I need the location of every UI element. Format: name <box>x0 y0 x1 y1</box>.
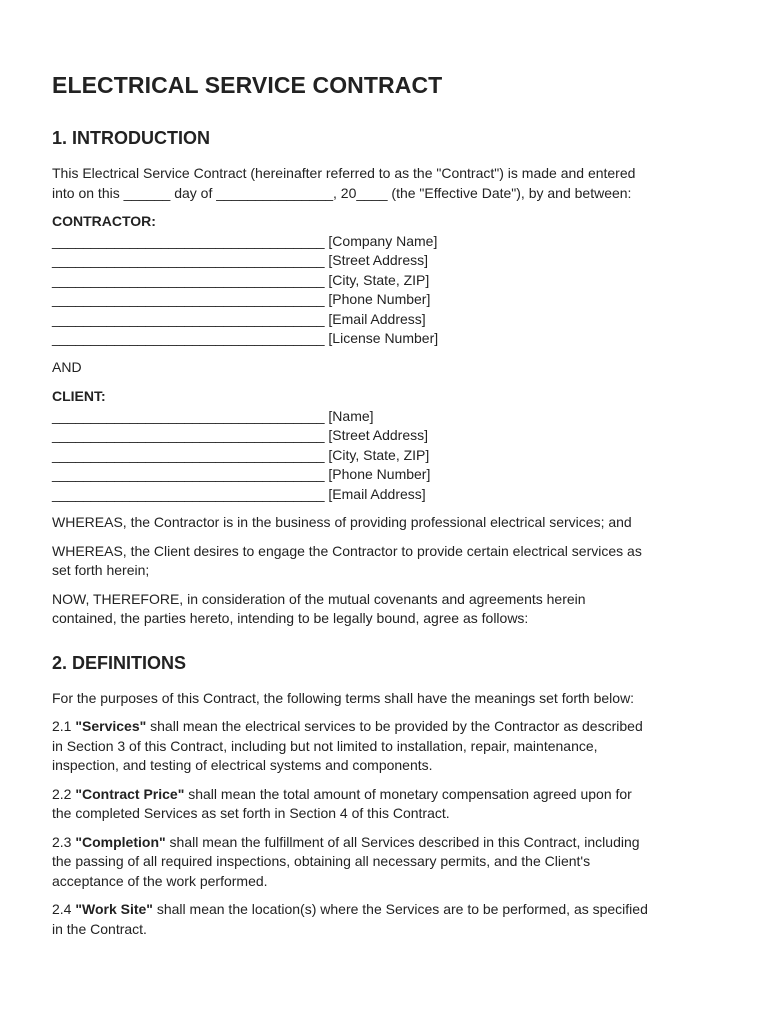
document-title: ELECTRICAL SERVICE CONTRACT <box>52 72 443 98</box>
definition-text: shall mean the total amount of monetary compensation agreed upon for <box>184 785 632 802</box>
opening-line: into on this ______ day of _______________, 20____ (the "Effective Date"), by and between: <box>52 184 632 201</box>
whereas-line: set forth herein; <box>52 562 150 578</box>
definition-text: shall mean the electrical services to be provided by the Contractor as described <box>146 718 643 734</box>
contractor-email-address-field: ___________________________________ [Email Address] <box>52 310 426 327</box>
contractor-phone-number-field: ___________________________________ [Phone Number] <box>52 291 431 307</box>
client-street-address-field: ___________________________________ [Street Address] <box>52 427 429 443</box>
contractor-company-name-field: ___________________________________ [Company Name] <box>52 232 438 249</box>
definition-term: "Completion" <box>75 833 166 850</box>
contractor-license-number-field: ___________________________________ [License Number] <box>52 330 439 346</box>
section-heading-introduction: 1. INTRODUCTION <box>52 128 211 148</box>
definition-term: "Contract Price" <box>75 785 185 802</box>
definition-line <box>52 900 718 920</box>
definition-work-site <box>52 900 718 939</box>
definition-line: acceptance of the work performed. <box>52 872 268 889</box>
whereas-clause-1: WHEREAS, the Contractor is in the business of providing professional electrical services; and <box>52 514 632 530</box>
definition-line <box>52 785 718 805</box>
definition-line <box>52 833 718 853</box>
definition-term: "Services" <box>75 718 147 734</box>
client-label: CLIENT: <box>52 388 106 404</box>
definition-line: inspection, and testing of electrical systems and components. <box>52 757 433 773</box>
definition-text: shall mean the location(s) where the Services are to be performed, as specified <box>152 901 648 917</box>
whereas-clause-2 <box>52 542 718 581</box>
definition-number: 2.3 <box>52 833 76 850</box>
client-email-address-field: ___________________________________ [Email Address] <box>52 485 426 502</box>
definitions-intro: For the purposes of this Contract, the following terms shall have the meanings set forth below: <box>52 689 635 706</box>
section-heading-definitions: 2. DEFINITIONS <box>52 652 187 673</box>
definition-term: "Work Site" <box>75 901 153 917</box>
opening-paragraph <box>52 164 718 203</box>
client-city-state-zip-field: ___________________________________ [City, State, ZIP] <box>52 446 430 463</box>
and-separator: AND <box>52 358 82 375</box>
contractor-label: CONTRACTOR: <box>52 213 156 229</box>
definition-contract-price <box>52 785 718 824</box>
definition-line: the completed Services as set forth in Section 4 of this Contract. <box>52 805 450 821</box>
now-therefore-clause <box>52 590 718 629</box>
definition-text: shall mean the fulfillment of all Services described in this Contract, including <box>165 833 640 850</box>
whereas-line: WHEREAS, the Client desires to engage the Contractor to provide certain electrical services as <box>52 542 642 559</box>
client-phone-number-field: ___________________________________ [Phone Number] <box>52 466 431 482</box>
contractor-city-state-zip-field: ___________________________________ [City, State, ZIP] <box>52 271 430 288</box>
now-therefore-line: NOW, THEREFORE, in consideration of the mutual covenants and agreements herein <box>52 590 586 607</box>
contractor-street-address-field: ___________________________________ [Street Address] <box>52 252 429 268</box>
definition-services <box>52 717 718 776</box>
contractor-fields <box>52 232 718 349</box>
definition-line: in the Contract. <box>52 920 147 937</box>
client-fields <box>52 407 718 505</box>
definition-line: in Section 3 of this Contract, including but not limited to installation, repair, maintenance, <box>52 737 598 754</box>
client-name-field: ___________________________________ [Name] <box>52 407 374 424</box>
now-therefore-line: contained, the parties hereto, intending to be legally bound, agree as follows: <box>52 610 529 626</box>
definition-number: 2.1 <box>52 718 76 734</box>
definition-number: 2.4 <box>52 901 76 917</box>
opening-line: This Electrical Service Contract (hereinafter referred to as the "Contract") is made and entered <box>52 165 636 181</box>
definition-line <box>52 717 718 737</box>
definition-number: 2.2 <box>52 785 76 802</box>
definition-completion <box>52 833 718 892</box>
definition-line: the passing of all required inspections, obtaining all necessary permits, and the Client's <box>52 853 591 869</box>
